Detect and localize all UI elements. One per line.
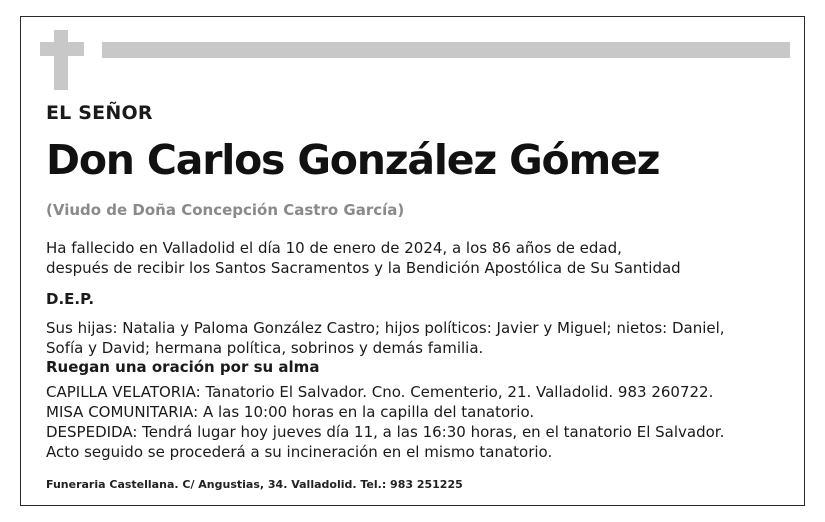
family-paragraph: [46, 318, 725, 358]
service-details: [46, 382, 724, 462]
family-line: Sus hijas: Natalia y Paloma González Castro; hijos políticos: Javier y Miguel; nietos: Daniel,: [46, 319, 725, 337]
deceased-name: Don Carlos González Gómez: [46, 136, 660, 184]
cremation-line: Acto seguido se procederá a su incineración en el mismo tanatorio.: [46, 443, 553, 461]
prayer-line: Ruegan una oración por su alma: [46, 358, 320, 376]
honorific-label: EL SEÑOR: [46, 102, 153, 124]
cross-icon: [54, 30, 68, 90]
death-line: Ha fallecido en Valladolid el día 10 de enero de 2024, a los 86 años de edad,: [46, 239, 622, 257]
farewell-line: DESPEDIDA: Tendrá lugar hoy jueves día 11, a las 16:30 horas, en el tanatorio El Salvador.: [46, 423, 725, 441]
widow-of-line: (Viudo de Doña Concepción Castro García): [46, 201, 405, 219]
death-paragraph: [46, 238, 681, 278]
mass-line: MISA COMUNITARIA: A las 10:00 horas en la capilla del tanatorio.: [46, 403, 535, 421]
cross-icon-arm: [40, 42, 84, 56]
header-bar: [102, 42, 790, 58]
death-line: después de recibir los Santos Sacramentos y la Bendición Apostólica de Su Santidad: [46, 259, 681, 277]
chapel-line: CAPILLA VELATORIA: Tanatorio El Salvador. Cno. Cementerio, 21. Valladolid. 983 260722.: [46, 383, 714, 401]
family-line: Sofía y David; hermana política, sobrinos y demás familia.: [46, 339, 484, 357]
dep-label: D.E.P.: [46, 290, 95, 308]
funeral-home-footer: Funeraria Castellana. C/ Angustias, 34. Valladolid. Tel.: 983 251225: [46, 478, 463, 491]
